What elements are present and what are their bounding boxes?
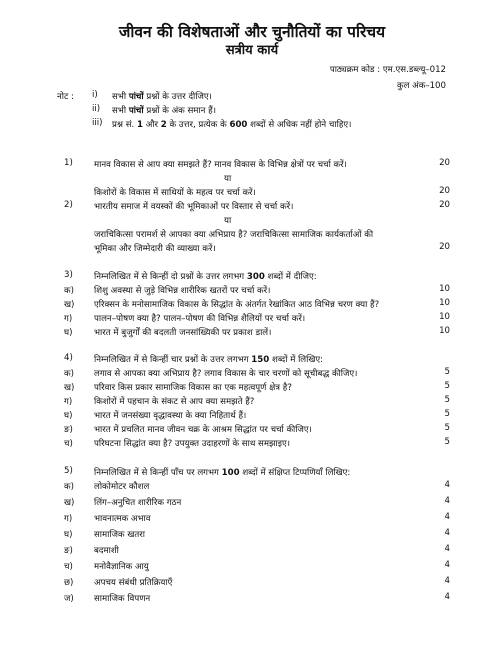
question-text: किशोरों के विकास में साथियों के महत्व पर चर्चा करें। xyxy=(94,188,256,198)
subquestion-text: किशोरों में पहचान के संकट से आप क्या समझते हैं? xyxy=(94,397,255,407)
question-marks: 20 xyxy=(439,158,450,168)
subquestion-number: घ) xyxy=(64,530,73,540)
subquestion-marks: 4 xyxy=(444,512,450,522)
question-instruction: निम्नलिखित में से किन्हीं दो प्रश्नों के उत्तर लगभग 300 शब्दों में दीजिए: xyxy=(94,272,317,282)
subquestion-text: भारत में प्रचलित मानव जीवन चक्र के आश्रम सिद्धांत पर चर्चा कीजिए। xyxy=(94,425,312,435)
subquestion-text: सामाजिक खतरा xyxy=(94,530,146,540)
subquestion-text: परिवार किस प्रकार सामाजिक विकास का एक महत्वपूर्ण क्षेत्र है? xyxy=(94,383,292,393)
subquestion-marks: 4 xyxy=(444,576,450,586)
subquestion-text: बदमाशी xyxy=(94,546,119,556)
subquestion-marks: 4 xyxy=(444,528,450,538)
subquestion-number: ग) xyxy=(64,514,73,524)
question-marks: 20 xyxy=(439,242,450,252)
subquestion-text: पालन–पोषण क्या है? पालन–पोषण की विभिन्न शैलियों पर चर्चा करें। xyxy=(94,314,306,324)
subquestion-marks: 5 xyxy=(444,423,450,433)
subquestion-marks: 4 xyxy=(444,480,450,490)
subquestion-number: ख) xyxy=(64,383,75,393)
question-marks: 20 xyxy=(439,186,450,196)
note-item: सभी पांचों प्रश्नों के उत्तर दीजिए। xyxy=(112,92,212,102)
subquestion-number: छ) xyxy=(64,578,74,588)
document-subtitle: सत्रीय कार्य xyxy=(225,43,279,58)
note-item-num: i) xyxy=(92,90,98,100)
subquestion-text: भारत में जनसंख्या वृद्धावस्था के क्या निहितार्थ हैं। xyxy=(94,411,247,421)
question-number: 4) xyxy=(64,353,73,363)
subquestion-marks: 5 xyxy=(444,409,450,419)
subquestion-number: घ) xyxy=(64,411,73,421)
note-item: प्रश्न सं. 1 और 2 के उत्तर, प्रत्येक के 600 शब्दों से अधिक नहीं होने चाहिए। xyxy=(112,120,352,130)
subquestion-text: मनोवैज्ञानिक आयु xyxy=(94,562,149,572)
question-number: 2) xyxy=(64,200,73,210)
subquestion-text: लोकोमोटर कौशल xyxy=(94,482,150,492)
question-instruction: निम्नलिखित में से किन्हीं चार प्रश्नों के उत्तर लगभग 150 शब्दों में लिखिए: xyxy=(94,355,324,365)
subquestion-number: ख) xyxy=(64,300,75,310)
note-item-num: iii) xyxy=(92,118,103,128)
subquestion-number: ग) xyxy=(64,314,73,324)
question-instruction: निम्नलिखित में से किन्हीं पाँच पर लगभग 100 शब्दों में संक्षिप्त टिप्पणियाँ लिखिए: xyxy=(94,468,351,478)
subquestion-number: च) xyxy=(64,562,73,572)
subquestion-text: शिशु अवस्था से जुड़े विभिन्न शारीरिक खतरों पर चर्चा करें। xyxy=(94,286,271,296)
question-text: मानव विकास से आप क्या समझते हैं? मानव विकास के विभिन्न क्षेत्रों पर चर्चा करें। xyxy=(94,160,347,170)
total-marks: कुल अंक–100 xyxy=(396,81,446,91)
subquestion-marks: 10 xyxy=(439,298,450,308)
subquestion-marks: 4 xyxy=(444,560,450,570)
subquestion-marks: 5 xyxy=(444,381,450,391)
subquestion-text: एरिक्सन के मनोसामाजिक विकास के सिद्धांत के अंतर्गत रेखांकित आठ विभिन्न चरण क्या हैं? xyxy=(94,300,380,310)
question-text: भूमिका और जिम्मेदारी की व्याख्या करें। xyxy=(94,244,216,254)
subquestion-marks: 10 xyxy=(439,284,450,294)
subquestion-text: परिघटना सिद्धांत क्या है? उपयुक्त उदाहरणों के साथ समझाइए। xyxy=(94,439,290,449)
subquestion-text: लगाव से आपका क्या अभिप्राय है? लगाव विकास के चार चरणों को सूचीबद्ध कीजिए। xyxy=(94,369,358,379)
or-label: या xyxy=(224,216,232,226)
subquestion-text: भावनात्मक अभाव xyxy=(94,514,151,524)
question-number: 1) xyxy=(64,158,73,168)
subquestion-number: क) xyxy=(64,482,74,492)
or-label: या xyxy=(224,174,232,184)
subquestion-number: ङ) xyxy=(64,425,73,435)
question-text: भारतीय समाज में वयस्कों की भूमिकाओं पर विस्तार से चर्चा करें। xyxy=(94,202,294,212)
subquestion-marks: 4 xyxy=(444,544,450,554)
note-label: नोट : xyxy=(57,92,74,102)
subquestion-marks: 10 xyxy=(439,326,450,336)
subquestion-text: लिंग–अनुचित शारीरिक गठन xyxy=(94,498,182,508)
subquestion-number: च) xyxy=(64,439,73,449)
subquestion-number: क) xyxy=(64,286,74,296)
subquestion-marks: 10 xyxy=(439,312,450,322)
course-code: पाठ्यक्रम कोड : एम.एस.डब्ल्यू–012 xyxy=(329,65,446,75)
subquestion-number: क) xyxy=(64,369,74,379)
question-number: 3) xyxy=(64,270,73,280)
subquestion-text: अपचय संबंधी प्रतिक्रियाएँ xyxy=(94,578,173,588)
question-text: जराचिकित्सा परामर्श से आपका क्या अभिप्राय है? जराचिकित्सा सामाजिक कार्यकर्ताओं की xyxy=(94,230,374,240)
question-marks: 20 xyxy=(439,200,450,210)
subquestion-marks: 5 xyxy=(444,437,450,447)
subquestion-marks: 5 xyxy=(444,395,450,405)
subquestion-number: घ) xyxy=(64,328,73,338)
subquestion-marks: 4 xyxy=(444,496,450,506)
subquestion-number: ङ) xyxy=(64,546,73,556)
question-number: 5) xyxy=(64,466,73,476)
document-title: जीवन की विशेषताओं और चुनौतियों का परिचय xyxy=(118,23,386,41)
subquestion-marks: 5 xyxy=(444,367,450,377)
subquestion-number: ग) xyxy=(64,397,73,407)
subquestion-number: ज) xyxy=(64,594,74,604)
subquestion-marks: 4 xyxy=(444,592,450,602)
subquestion-text: भारत में बुजुर्गों की बदलती जनसांख्यिकी पर प्रकाश डालें। xyxy=(94,328,272,338)
subquestion-text: सामाजिक विपणन xyxy=(94,594,151,604)
subquestion-number: ख) xyxy=(64,498,75,508)
note-item: सभी पांचों प्रश्नों के अंक समान हैं। xyxy=(112,106,216,116)
note-item-num: ii) xyxy=(92,104,101,114)
